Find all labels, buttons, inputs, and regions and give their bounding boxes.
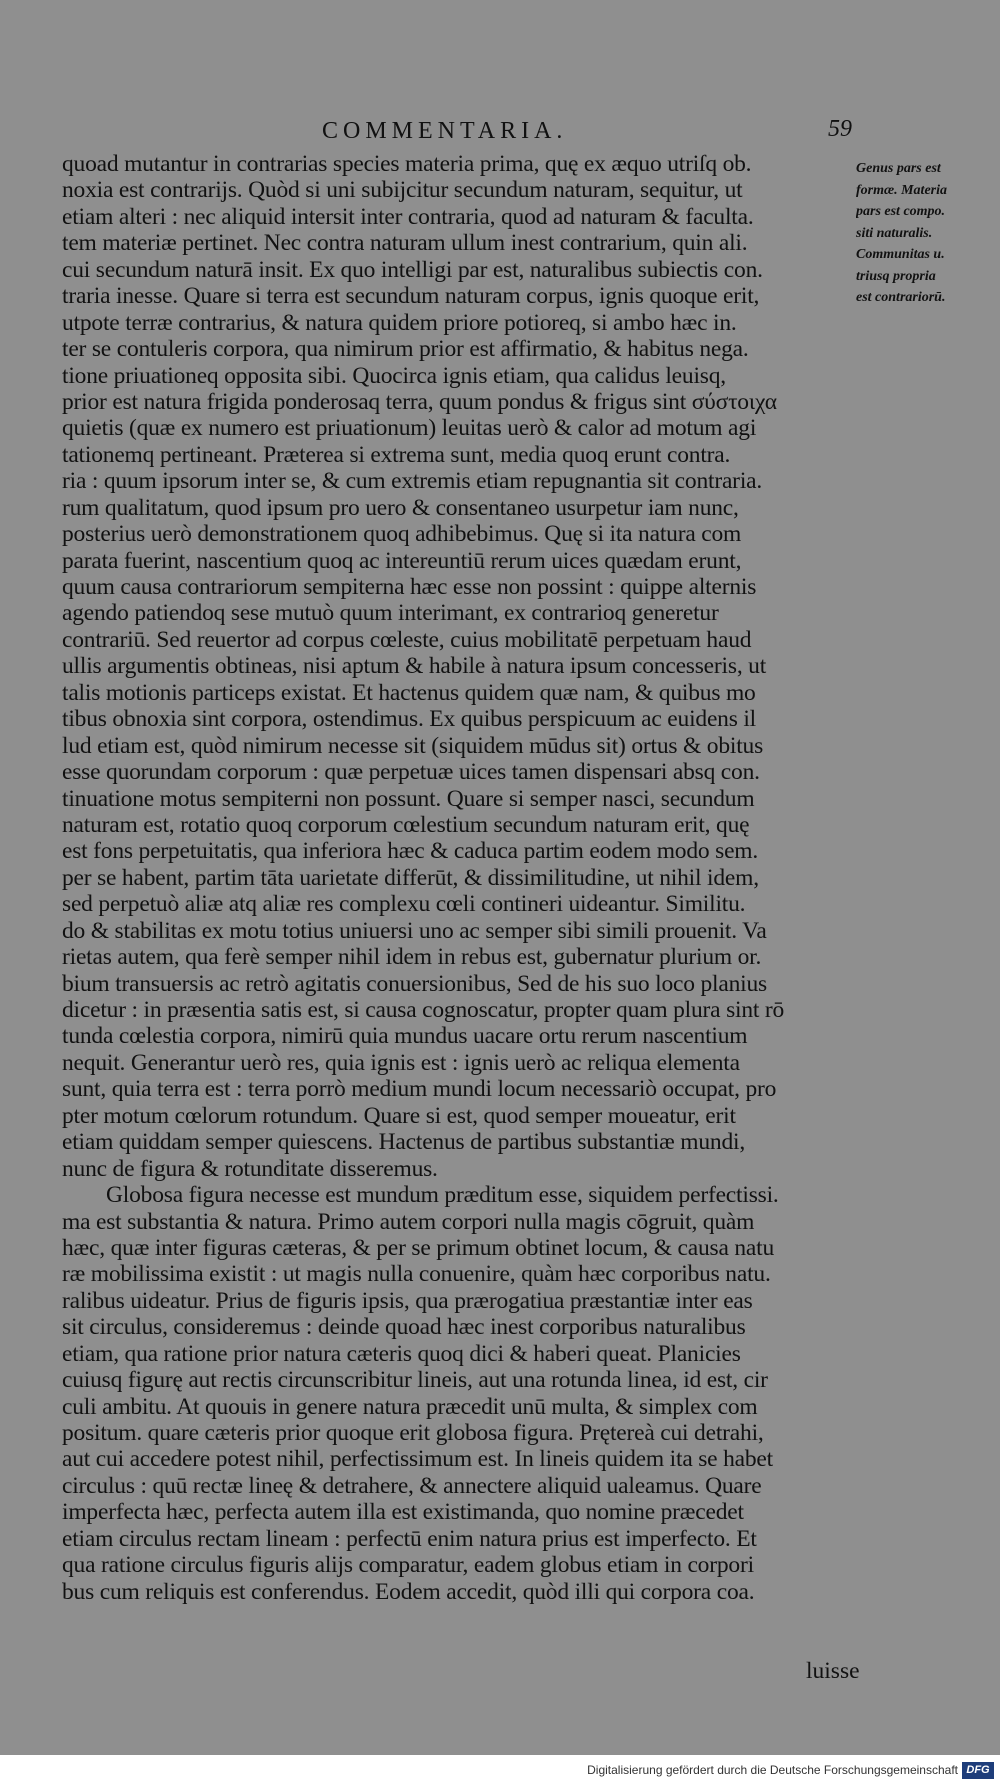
text-line: do & stabilitas ex motu totius uniuersi uno ac semper sibi simili prouenit. Va [62,917,767,944]
text-line: parata fuerint, nascentium quoq ac intereuntiū rerum uices quædam erunt, [62,547,742,574]
text-line: cui secundum naturā insit. Ex quo intelligi par est, naturalibus subiectis con. [62,256,763,283]
running-title: COMMENTARIA. [322,118,568,144]
text-line: quum causa contrariorum sempiterna hæc esse non possint : quippe alternis [62,574,757,600]
text-line: esse quorundam corporum : quæ perpetuæ uices tamen dispensari absq con. [62,759,760,786]
text-line: talis motionis particeps existat. Et hactenus quidem quæ nam, & quibus mo [62,679,756,706]
text-line: nunc de figura & rotunditate disseremus. [62,1155,438,1182]
text-line: ma est substantia & natura. Primo autem corpori nulla magis cōgruit, quàm [62,1208,755,1235]
digitization-footer [0,1755,1000,1787]
footer-credit: Digitalisierung gefördert durch die Deutsche Forschungsgemeinschaft [587,1763,958,1777]
marginal-note-line: est contrariorū. [856,290,946,305]
body-text [62,151,870,1605]
text-line: est fons perpetuitatis, qua inferiora hæc & caduca partim eodem modo sem. [62,838,759,865]
text-line: bium transuersis ac retrò agitatis conuersionibus, Sed de his suo loco planius [62,970,767,997]
text-line: etiam circulus rectam lineam : perfectū enim natura prius est imperfecto. Et [62,1525,757,1552]
marginal-note-line: formæ. Materia [856,182,947,198]
text-line: aut cui accedere potest nihil, perfectissimum est. In lineis quidem ita se habet [62,1446,773,1473]
text-line: posterius uerò demonstrationem quoq adhibebimus. Quę si ita natura com [62,521,742,548]
text-line: pter motum cœlorum rotundum. Quare si est, quod semper moueatur, erit [62,1102,736,1129]
text-line: traria inesse. Quare si terra est secundum naturam corpus, ignis quoque erit, [62,283,760,310]
catchword: luisse [806,1658,860,1684]
text-line: cuiusq figurę aut rectis circunscribitur lineis, aut una rotunda linea, id est, cir [62,1367,768,1394]
marginal-note-line: Communitas u. [856,247,945,262]
text-line: contrariū. Sed reuertor ad corpus cœleste, cuius mobilitatē perpetuam haud [62,626,752,653]
text-line: utpote terræ contrarius, & natura quidem priore potioreq, si ambo hæc in. [62,309,737,336]
text-line: naturam est, rotatio quoq corporum cœlestium secundum naturam erit, quę [62,811,750,838]
text-line: bus cum reliquis est conferendus. Eodem accedit, quòd illi qui corpora coa. [62,1578,755,1605]
text-line: hæc, quæ inter figuras cæteras, & per se primum obtinet locum, & causa natu [62,1234,775,1261]
text-line: noxia est contrarijs. Quòd si uni subijcitur secundum naturam, sequitur, ut [62,177,743,204]
text-line: nequit. Generantur uerò res, quia ignis est : ignis uerò ac reliqua elementa [62,1049,740,1076]
marginal-note-line: triusq propria [856,268,936,284]
text-line: dicetur : in præsentia satis est, si causa cognoscatur, propter quam plura sint rō [62,997,785,1023]
text-line: rum qualitatum, quod ipsum pro uero & consentaneo usurpetur iam nunc, [62,494,739,521]
text-line: etiam quiddam semper quiescens. Hactenus de partibus substantiæ mundi, [62,1129,746,1156]
text-line: rietas autem, qua ferè semper nihil idem in rebus est, gubernatur plurium or. [62,944,762,971]
marginal-note-line: pars est compo. [856,204,946,219]
text-line: circulus : quū rectæ lineę & detrahere, & annectere aliquid ualeamus. Quare [62,1472,762,1499]
text-line: tibus obnoxia sint corpora, ostendimus. Ex quibus perspicuum ac euidens il [62,706,757,733]
text-line: tationemq pertineant. Præterea si extrema sunt, media quoq erunt contra. [62,441,731,468]
text-line: tinuatione motus sempiterni non possunt. Quare si semper nasci, secundum [62,785,755,812]
marginal-note [856,158,1000,309]
text-line: sit circulus, consideremus : deinde quoad hæc inest corporibus naturalibus [62,1314,746,1341]
text-line: culi ambitu. At quouis in genere natura præcedit unū multa, & simplex com [62,1393,758,1420]
text-line: etiam, qua ratione prior natura cæteris quoq dici & haberi queat. Planicies [62,1340,741,1367]
text-line: per se habent, partim tāta uarietate differūt, & dissimilitudine, ut nihil idem, [62,864,759,891]
text-line: ræ mobilissima existit : ut magis nulla conuenire, quàm hæc corporibus natu. [62,1261,771,1288]
text-line: prior est natura frigida ponderosaq terra, quum pondus & frigus sint σύστοιχα [62,388,777,415]
text-line: quoad mutantur in contrarias species materia prima, quę ex æquo utriſq ob. [62,151,752,177]
text-line: lud etiam est, quòd nimirum necesse sit (siquidem mūdus sit) ortus & obitus [62,732,764,759]
text-line: qua ratione circulus figuris alijs comparatur, eadem globus etiam in corpori [62,1552,754,1579]
text-line: imperfecta hæc, perfecta autem illa est existimanda, quo nomine præcedet [62,1499,744,1526]
running-head [0,118,1000,148]
page-number: 59 [828,116,852,142]
marginal-note-line: Genus pars est [856,161,941,176]
text-line: tem materiæ pertinet. Nec contra naturam ullum inest contrarium, quin ali. [62,230,748,257]
text-line: agendo patiendoq sese mutuò quum interimant, ex contrarioq generetur [62,600,719,627]
text-line: positum. quare cæteris prior quoque erit globosa figura. Prętereà cui detrahi, [62,1420,764,1446]
text-line: etiam alteri : nec aliquid intersit inter contraria, quod ad naturam & faculta. [62,203,754,230]
text-line: ralibus uideatur. Prius de figuris ipsis, qua prærogatiua præstantiæ inter eas [62,1287,753,1314]
text-line: sed perpetuò aliæ atq aliæ res complexu cœli contineri uideantur. Similitu. [62,891,746,918]
text-line: Globosa figura necesse est mundum præditum esse, siquidem perfectissi. [106,1182,779,1209]
text-line: ter se contuleris corpora, qua nimirum prior est affirmatio, & habitus nega. [62,336,749,363]
text-line: quietis (quæ ex numero est priuationum) leuitas uerò & calor ad motum agi [62,415,757,442]
text-line: sunt, quia terra est : terra porrò medium mundi locum necessariò occupat, pro [62,1076,777,1103]
text-line: tione priuationeq opposita sibi. Quocirca ignis etiam, qua calidus leuisq, [62,362,726,389]
dfg-logo: DFG [962,1762,994,1779]
text-line: ullis argumentis obtineas, nisi aptum & habile à natura ipsum concesseris, ut [62,653,767,680]
text-line: tunda cœlestia corpora, nimirū quia mundus uacare ortu rerum nascentium [62,1023,748,1050]
marginal-note-line: siti naturalis. [856,225,933,241]
text-line: ria : quum ipsorum inter se, & cum extremis etiam repugnantia sit contraria. [62,468,763,495]
